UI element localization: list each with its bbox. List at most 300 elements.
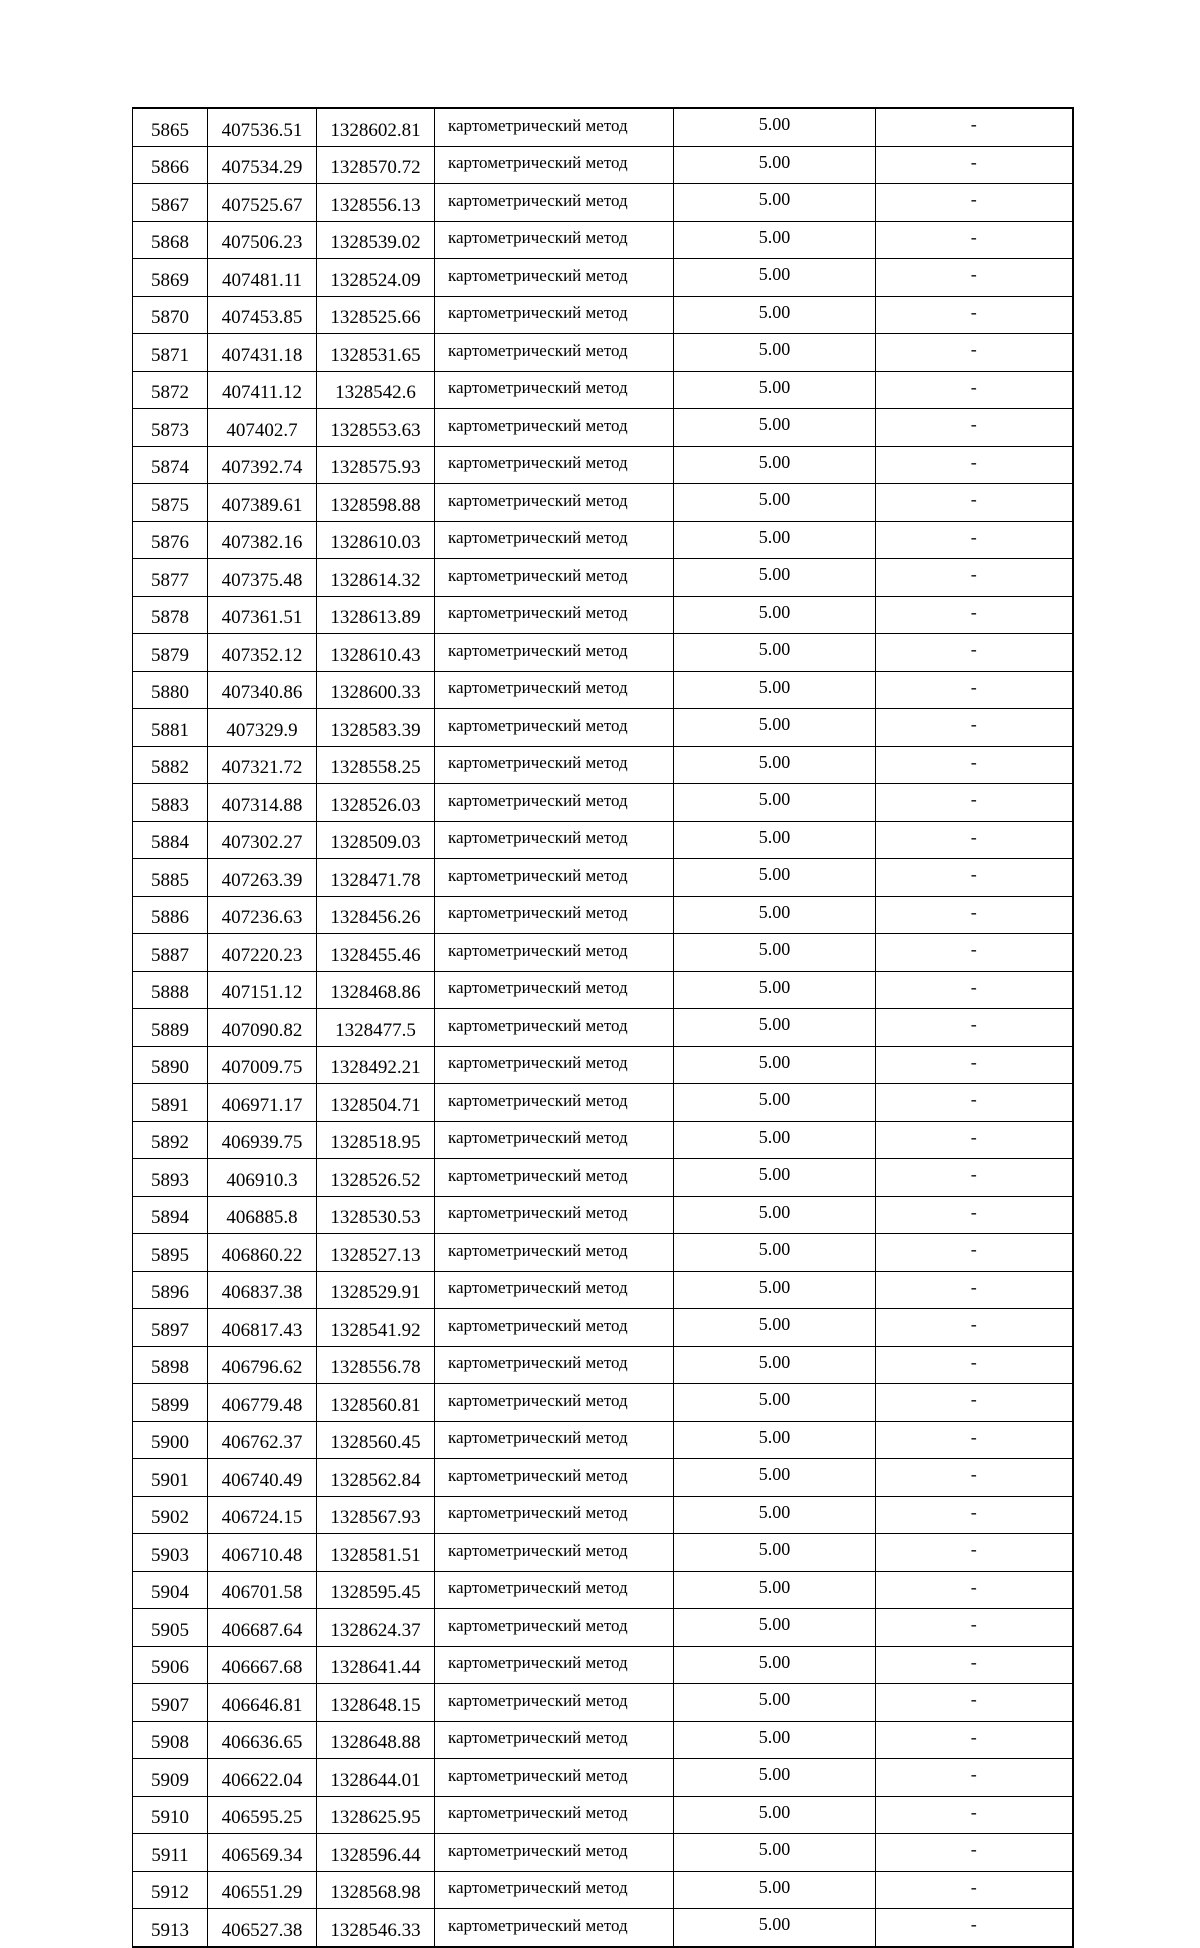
x-coordinate-cell: 406710.48 [208,1534,317,1572]
y-coordinate-cell: 1328468.86 [317,971,435,1009]
note-cell: - [876,1309,1073,1347]
note-cell: - [876,296,1073,334]
precision-cell: 5.00 [674,746,876,784]
y-coordinate-cell: 1328583.39 [317,709,435,747]
method-cell: картометрический метод [435,1384,674,1422]
note-cell: - [876,146,1073,184]
table-row [133,821,1073,859]
table-row [133,1084,1073,1122]
point-number-cell: 5911 [133,1834,208,1872]
x-coordinate-cell: 406779.48 [208,1384,317,1422]
precision-cell: 5.00 [674,1384,876,1422]
y-coordinate-cell: 1328556.78 [317,1346,435,1384]
y-coordinate-cell: 1328648.15 [317,1684,435,1722]
precision-cell: 5.00 [674,371,876,409]
point-number-cell: 5865 [133,108,208,146]
precision-cell: 5.00 [674,1646,876,1684]
precision-cell: 5.00 [674,559,876,597]
point-number-cell: 5871 [133,334,208,372]
method-cell: картометрический метод [435,596,674,634]
point-number-cell: 5909 [133,1759,208,1797]
table-row [133,859,1073,897]
table-row [133,1346,1073,1384]
method-cell: картометрический метод [435,108,674,146]
x-coordinate-cell: 406740.49 [208,1459,317,1497]
precision-cell: 5.00 [674,1496,876,1534]
table-row [133,446,1073,484]
note-cell: - [876,1196,1073,1234]
point-number-cell: 5902 [133,1496,208,1534]
method-cell: картометрический метод [435,1684,674,1722]
note-cell: - [876,971,1073,1009]
point-number-cell: 5893 [133,1159,208,1197]
point-number-cell: 5868 [133,221,208,259]
table-row [133,371,1073,409]
point-number-cell: 5882 [133,746,208,784]
method-cell: картометрический метод [435,784,674,822]
y-coordinate-cell: 1328570.72 [317,146,435,184]
note-cell: - [876,1834,1073,1872]
point-number-cell: 5881 [133,709,208,747]
table-row [133,1234,1073,1272]
point-number-cell: 5885 [133,859,208,897]
point-number-cell: 5866 [133,146,208,184]
x-coordinate-cell: 407361.51 [208,596,317,634]
point-number-cell: 5910 [133,1796,208,1834]
table-row [133,1421,1073,1459]
precision-cell: 5.00 [674,1046,876,1084]
x-coordinate-cell: 406622.04 [208,1759,317,1797]
x-coordinate-cell: 406551.29 [208,1871,317,1909]
precision-cell: 5.00 [674,484,876,522]
y-coordinate-cell: 1328504.71 [317,1084,435,1122]
point-number-cell: 5901 [133,1459,208,1497]
x-coordinate-cell: 406701.58 [208,1571,317,1609]
method-cell: картометрический метод [435,296,674,334]
note-cell: - [876,1609,1073,1647]
method-cell: картометрический метод [435,1196,674,1234]
note-cell: - [876,1121,1073,1159]
method-cell: картометрический метод [435,484,674,522]
x-coordinate-cell: 407329.9 [208,709,317,747]
x-coordinate-cell: 406762.37 [208,1421,317,1459]
precision-cell: 5.00 [674,1309,876,1347]
x-coordinate-cell: 406724.15 [208,1496,317,1534]
point-number-cell: 5874 [133,446,208,484]
x-coordinate-cell: 407263.39 [208,859,317,897]
table-row [133,1759,1073,1797]
point-number-cell: 5886 [133,896,208,934]
point-number-cell: 5867 [133,184,208,222]
method-cell: картометрический метод [435,859,674,897]
precision-cell: 5.00 [674,221,876,259]
table-row [133,934,1073,972]
note-cell: - [876,1571,1073,1609]
precision-cell: 5.00 [674,1834,876,1872]
method-cell: картометрический метод [435,709,674,747]
point-number-cell: 5873 [133,409,208,447]
method-cell: картометрический метод [435,1084,674,1122]
y-coordinate-cell: 1328556.13 [317,184,435,222]
method-cell: картометрический метод [435,934,674,972]
note-cell: - [876,484,1073,522]
point-number-cell: 5907 [133,1684,208,1722]
table-row [133,1121,1073,1159]
coordinates-table-body [133,108,1073,1947]
point-number-cell: 5912 [133,1871,208,1909]
method-cell: картометрический метод [435,1571,674,1609]
y-coordinate-cell: 1328596.44 [317,1834,435,1872]
method-cell: картометрический метод [435,1421,674,1459]
y-coordinate-cell: 1328595.45 [317,1571,435,1609]
method-cell: картометрический метод [435,259,674,297]
table-row [133,1909,1073,1947]
note-cell: - [876,896,1073,934]
x-coordinate-cell: 407525.67 [208,184,317,222]
precision-cell: 5.00 [674,821,876,859]
precision-cell: 5.00 [674,1684,876,1722]
y-coordinate-cell: 1328455.46 [317,934,435,972]
table-row [133,671,1073,709]
y-coordinate-cell: 1328567.93 [317,1496,435,1534]
method-cell: картометрический метод [435,1046,674,1084]
y-coordinate-cell: 1328530.53 [317,1196,435,1234]
x-coordinate-cell: 407375.48 [208,559,317,597]
table-row [133,1534,1073,1572]
note-cell: - [876,446,1073,484]
precision-cell: 5.00 [674,1196,876,1234]
y-coordinate-cell: 1328477.5 [317,1009,435,1047]
x-coordinate-cell: 406971.17 [208,1084,317,1122]
x-coordinate-cell: 406595.25 [208,1796,317,1834]
method-cell: картометрический метод [435,521,674,559]
y-coordinate-cell: 1328562.84 [317,1459,435,1497]
point-number-cell: 5884 [133,821,208,859]
precision-cell: 5.00 [674,1234,876,1272]
point-number-cell: 5887 [133,934,208,972]
point-number-cell: 5899 [133,1384,208,1422]
table-row [133,596,1073,634]
point-number-cell: 5898 [133,1346,208,1384]
table-row [133,1009,1073,1047]
precision-cell: 5.00 [674,1346,876,1384]
precision-cell: 5.00 [674,1271,876,1309]
note-cell: - [876,634,1073,672]
x-coordinate-cell: 406885.8 [208,1196,317,1234]
point-number-cell: 5913 [133,1909,208,1947]
x-coordinate-cell: 406837.38 [208,1271,317,1309]
note-cell: - [876,1646,1073,1684]
table-row [133,1159,1073,1197]
table-row [133,971,1073,1009]
precision-cell: 5.00 [674,1871,876,1909]
method-cell: картометрический метод [435,971,674,1009]
method-cell: картометрический метод [435,1346,674,1384]
precision-cell: 5.00 [674,1796,876,1834]
y-coordinate-cell: 1328526.03 [317,784,435,822]
y-coordinate-cell: 1328602.81 [317,108,435,146]
x-coordinate-cell: 407453.85 [208,296,317,334]
x-coordinate-cell: 407534.29 [208,146,317,184]
precision-cell: 5.00 [674,1609,876,1647]
y-coordinate-cell: 1328529.91 [317,1271,435,1309]
table-row [133,108,1073,146]
y-coordinate-cell: 1328471.78 [317,859,435,897]
table-row [133,334,1073,372]
y-coordinate-cell: 1328560.45 [317,1421,435,1459]
table-row [133,484,1073,522]
note-cell: - [876,1459,1073,1497]
precision-cell: 5.00 [674,1909,876,1947]
note-cell: - [876,1684,1073,1722]
precision-cell: 5.00 [674,1421,876,1459]
x-coordinate-cell: 407431.18 [208,334,317,372]
table-row [133,1609,1073,1647]
precision-cell: 5.00 [674,409,876,447]
note-cell: - [876,821,1073,859]
note-cell: - [876,1159,1073,1197]
table-row [133,1684,1073,1722]
note-cell: - [876,1871,1073,1909]
table-row [133,1646,1073,1684]
table-row [133,709,1073,747]
point-number-cell: 5872 [133,371,208,409]
method-cell: картометрический метод [435,1271,674,1309]
point-number-cell: 5900 [133,1421,208,1459]
x-coordinate-cell: 407321.72 [208,746,317,784]
x-coordinate-cell: 406939.75 [208,1121,317,1159]
point-number-cell: 5888 [133,971,208,1009]
x-coordinate-cell: 407302.27 [208,821,317,859]
precision-cell: 5.00 [674,1009,876,1047]
method-cell: картометрический метод [435,1871,674,1909]
note-cell: - [876,1909,1073,1947]
table-row [133,1046,1073,1084]
note-cell: - [876,184,1073,222]
y-coordinate-cell: 1328492.21 [317,1046,435,1084]
x-coordinate-cell: 407389.61 [208,484,317,522]
precision-cell: 5.00 [674,671,876,709]
y-coordinate-cell: 1328531.65 [317,334,435,372]
method-cell: картометрический метод [435,1909,674,1947]
x-coordinate-cell: 406817.43 [208,1309,317,1347]
point-number-cell: 5870 [133,296,208,334]
y-coordinate-cell: 1328527.13 [317,1234,435,1272]
y-coordinate-cell: 1328598.88 [317,484,435,522]
point-number-cell: 5890 [133,1046,208,1084]
y-coordinate-cell: 1328518.95 [317,1121,435,1159]
note-cell: - [876,521,1073,559]
x-coordinate-cell: 407340.86 [208,671,317,709]
y-coordinate-cell: 1328625.95 [317,1796,435,1834]
x-coordinate-cell: 406646.81 [208,1684,317,1722]
method-cell: картометрический метод [435,1534,674,1572]
table-row [133,896,1073,934]
table-row [133,1271,1073,1309]
precision-cell: 5.00 [674,896,876,934]
note-cell: - [876,108,1073,146]
method-cell: картометрический метод [435,1234,674,1272]
point-number-cell: 5877 [133,559,208,597]
note-cell: - [876,934,1073,972]
method-cell: картометрический метод [435,1796,674,1834]
method-cell: картометрический метод [435,746,674,784]
point-number-cell: 5894 [133,1196,208,1234]
coordinates-table [132,107,1074,1948]
method-cell: картометрический метод [435,896,674,934]
method-cell: картометрический метод [435,334,674,372]
precision-cell: 5.00 [674,1159,876,1197]
table-row [133,1571,1073,1609]
method-cell: картометрический метод [435,1309,674,1347]
y-coordinate-cell: 1328560.81 [317,1384,435,1422]
note-cell: - [876,1421,1073,1459]
note-cell: - [876,371,1073,409]
method-cell: картометрический метод [435,559,674,597]
method-cell: картометрический метод [435,1834,674,1872]
y-coordinate-cell: 1328614.32 [317,559,435,597]
note-cell: - [876,1534,1073,1572]
point-number-cell: 5876 [133,521,208,559]
note-cell: - [876,1796,1073,1834]
x-coordinate-cell: 406687.64 [208,1609,317,1647]
precision-cell: 5.00 [674,446,876,484]
x-coordinate-cell: 407009.75 [208,1046,317,1084]
precision-cell: 5.00 [674,521,876,559]
table-row [133,1196,1073,1234]
method-cell: картометрический метод [435,1121,674,1159]
y-coordinate-cell: 1328524.09 [317,259,435,297]
y-coordinate-cell: 1328568.98 [317,1871,435,1909]
precision-cell: 5.00 [674,784,876,822]
precision-cell: 5.00 [674,1121,876,1159]
point-number-cell: 5908 [133,1721,208,1759]
x-coordinate-cell: 407090.82 [208,1009,317,1047]
y-coordinate-cell: 1328526.52 [317,1159,435,1197]
y-coordinate-cell: 1328600.33 [317,671,435,709]
precision-cell: 5.00 [674,934,876,972]
y-coordinate-cell: 1328558.25 [317,746,435,784]
precision-cell: 5.00 [674,596,876,634]
x-coordinate-cell: 407481.11 [208,259,317,297]
method-cell: картометрический метод [435,671,674,709]
method-cell: картометрический метод [435,821,674,859]
point-number-cell: 5883 [133,784,208,822]
y-coordinate-cell: 1328648.88 [317,1721,435,1759]
y-coordinate-cell: 1328542.6 [317,371,435,409]
x-coordinate-cell: 406860.22 [208,1234,317,1272]
table-row [133,259,1073,297]
x-coordinate-cell: 406569.34 [208,1834,317,1872]
table-row [133,634,1073,672]
note-cell: - [876,784,1073,822]
table-row [133,559,1073,597]
table-row [133,1309,1073,1347]
method-cell: картометрический метод [435,1609,674,1647]
precision-cell: 5.00 [674,1084,876,1122]
method-cell: картометрический метод [435,446,674,484]
note-cell: - [876,409,1073,447]
y-coordinate-cell: 1328553.63 [317,409,435,447]
x-coordinate-cell: 407314.88 [208,784,317,822]
table-row [133,746,1073,784]
table-row [133,1496,1073,1534]
note-cell: - [876,1084,1073,1122]
x-coordinate-cell: 407236.63 [208,896,317,934]
precision-cell: 5.00 [674,259,876,297]
point-number-cell: 5878 [133,596,208,634]
point-number-cell: 5875 [133,484,208,522]
note-cell: - [876,221,1073,259]
x-coordinate-cell: 407352.12 [208,634,317,672]
x-coordinate-cell: 406667.68 [208,1646,317,1684]
x-coordinate-cell: 407402.7 [208,409,317,447]
point-number-cell: 5895 [133,1234,208,1272]
y-coordinate-cell: 1328641.44 [317,1646,435,1684]
table-row [133,1796,1073,1834]
point-number-cell: 5906 [133,1646,208,1684]
point-number-cell: 5889 [133,1009,208,1047]
point-number-cell: 5904 [133,1571,208,1609]
method-cell: картометрический метод [435,1459,674,1497]
precision-cell: 5.00 [674,1571,876,1609]
y-coordinate-cell: 1328610.03 [317,521,435,559]
precision-cell: 5.00 [674,296,876,334]
table-row [133,521,1073,559]
point-number-cell: 5892 [133,1121,208,1159]
point-number-cell: 5903 [133,1534,208,1572]
table-row [133,1459,1073,1497]
precision-cell: 5.00 [674,1759,876,1797]
note-cell: - [876,1384,1073,1422]
point-number-cell: 5869 [133,259,208,297]
x-coordinate-cell: 407392.74 [208,446,317,484]
x-coordinate-cell: 406796.62 [208,1346,317,1384]
y-coordinate-cell: 1328546.33 [317,1909,435,1947]
note-cell: - [876,1496,1073,1534]
method-cell: картометрический метод [435,184,674,222]
note-cell: - [876,559,1073,597]
x-coordinate-cell: 407411.12 [208,371,317,409]
x-coordinate-cell: 406636.65 [208,1721,317,1759]
precision-cell: 5.00 [674,1721,876,1759]
note-cell: - [876,859,1073,897]
precision-cell: 5.00 [674,1534,876,1572]
precision-cell: 5.00 [674,859,876,897]
precision-cell: 5.00 [674,1459,876,1497]
x-coordinate-cell: 407151.12 [208,971,317,1009]
point-number-cell: 5897 [133,1309,208,1347]
note-cell: - [876,259,1073,297]
method-cell: картометрический метод [435,1496,674,1534]
point-number-cell: 5880 [133,671,208,709]
method-cell: картометрический метод [435,1759,674,1797]
table-row [133,1721,1073,1759]
table-row [133,221,1073,259]
note-cell: - [876,1721,1073,1759]
note-cell: - [876,1759,1073,1797]
note-cell: - [876,1046,1073,1084]
precision-cell: 5.00 [674,334,876,372]
method-cell: картометрический метод [435,146,674,184]
note-cell: - [876,1234,1073,1272]
x-coordinate-cell: 406527.38 [208,1909,317,1947]
y-coordinate-cell: 1328624.37 [317,1609,435,1647]
table-row [133,184,1073,222]
note-cell: - [876,596,1073,634]
note-cell: - [876,1271,1073,1309]
x-coordinate-cell: 406910.3 [208,1159,317,1197]
